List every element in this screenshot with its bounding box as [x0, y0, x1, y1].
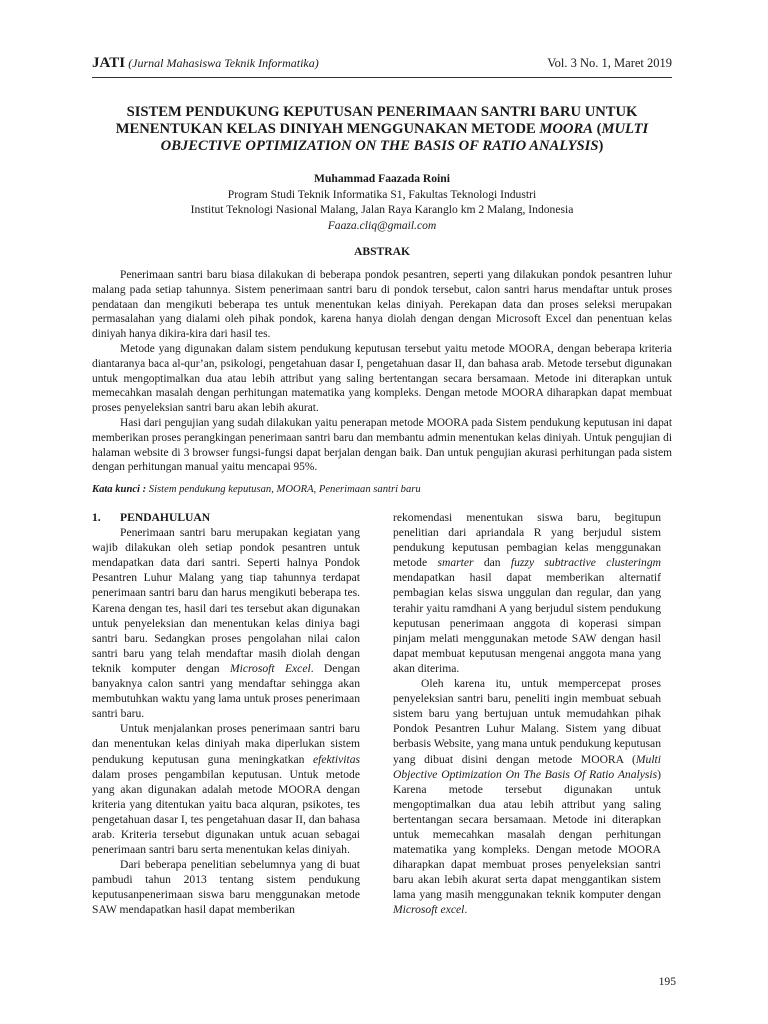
- keywords-text: Sistem pendukung keputusan, MOORA, Penerimaan santri baru: [146, 484, 421, 495]
- body-paragraph: [92, 721, 360, 857]
- paper-title: [92, 104, 672, 155]
- text-run: ) Karena metode tersebut digunakan untuk mengoptimalkan dua atau lebih attribut yang saling bertentangan secara bersamaan. Metode ini diterapkan untuk memecahkan masalah dengan perhitungan matematika yang kompleks. Dengan metode MOORA diharapkan dapat membuat proses penyeleksian santri baru akan lebih akurat serta dapat menggantikan sistem lama yang masih menggunakan teknik komputer dengan: [393, 767, 661, 902]
- author-institution: Institut Teknologi Nasional Malang, Jalan Raya Karanglo km 2 Malang, Indonesia: [190, 203, 574, 217]
- body-paragraph: Dari beberapa penelitian sebelumnya yang di buat pambudi tahun 2013 tentang sistem pendukung keputusanpenerimaan siswa baru menggunakan metode SAW mendapatkan hasil dapat memberikan: [92, 858, 360, 917]
- author-email: Faaza.cliq@gmail.com: [327, 218, 437, 232]
- body-paragraph: [393, 676, 661, 918]
- text-run: . Dengan banyaknya calon santri yang mendaftar sehingga akan membutuhkan waktu yang lama untuk proses penerimaan santri baru.: [92, 661, 360, 721]
- text-run: Untuk menjalankan proses penerimaan santri baru dan menentukan kelas diniyah maka diperlukan sistem pendukung keputusan guna meningkatkan: [92, 722, 360, 766]
- section-number: 1.: [92, 511, 101, 524]
- abstract-body: [92, 268, 672, 475]
- title-line-2-main: MENENTUKAN KELAS DINIYAH MENGGUNAKAN METODE: [115, 121, 540, 137]
- abstract-paragraph: Metode yang digunakan dalam sistem pendukung keputusan tersebut yaitu metode MOORA, dengan beberapa kriteria diantaranya baca al-qur’an, psikologi, pengetahuan dasar I, pengetahuan dasar II, dan bahasa arab. Metode tersebut digunakan untuk mengoptimalkan dua atau lebih attribut yang saling bertentangan secara bersamaan. Metode ini diterapkan untuk memecahkan masalah dengan perhitungan matematika yang kompleks. Dengan metode MOORA diharapkan dapat membuat proses penyeleksian santri baru akan lebih akurat.: [92, 342, 672, 415]
- text-run: Oleh karena itu, untuk mempercepat proses penyeleksian santri baru, peneliti ingin membuat sebuah sistem baru yang bertujuan untuk memudahkan pihak Pondok Pesantren Luhur Malang. Sistem yang dibuat berbasis Website, yang mana untuk pendukung keputusan yang dibuat disini dengan metode MOORA (: [393, 677, 661, 766]
- left-column: [92, 510, 360, 918]
- text-run-italic: Microsoft excel: [393, 903, 465, 917]
- text-run: dan: [473, 556, 511, 570]
- title-close-paren: ): [598, 138, 604, 154]
- author-block: [92, 171, 672, 233]
- text-run: Penerimaan santri baru merupakan kegiatan yang wajib dilakukan oleh setiap pondok pesantren untuk mendapatkan data dari santri. Seperti halnya Pondok Pesantren Luhur Malang yang tiap tahunnya terdapat penerimaan santri baru dan harus mengikuti beberapa tes. Karena dengan tes, hasil dari tes tersebut akan digunakan untuk penyeleksian dan menentukan kelas diniya bagi santri baru. Sedangkan proses pengolahan nilai calon santri baru yang telah mendaftar masih diolah dengan teknik komputer dengan: [92, 526, 360, 675]
- abstract-paragraph: Hasi dari pengujian yang sudah dilakukan yaitu penerapan metode MOORA pada Sistem pendukung keputusan ini dapat memberikan proses perangkingan penerimaan santri baru dan membantu admin menentukan kelas diniyah. Untuk pengujian di halaman website di 3 browser fungsi-fungsi dapat berjalan dengan baik. Dan untuk pengujian akurasi perhitungan pada sistem dengan perhitungan manual yaitu mencapai 95%.: [92, 416, 672, 474]
- journal-full-name: (Jurnal Mahasiswa Teknik Informatika): [128, 56, 319, 70]
- text-run: .: [464, 903, 468, 917]
- abstract-heading: ABSTRAK: [353, 245, 411, 258]
- title-line-3: [92, 138, 672, 155]
- journal-name: [92, 55, 319, 72]
- text-run-italic: fuzzy subtractive clusteringm: [510, 556, 661, 570]
- author-program: Program Studi Teknik Informatika S1, Fakultas Teknologi Industri: [227, 187, 537, 201]
- title-multi: MULTI: [601, 121, 649, 137]
- title-line-2: [92, 121, 672, 138]
- body-paragraph: [393, 510, 661, 676]
- author-name: Muhammad Faazada Roini: [314, 172, 450, 185]
- title-line-3-italic: OBJECTIVE OPTIMIZATION ON THE BASIS OF RATIO ANALYSIS: [160, 138, 599, 154]
- keywords: [92, 484, 672, 495]
- text-run: mendapatkan hasil dapat memberikan alternatif pembagian kelas siswa unggulan dan regular, dan yang terahir yaitu ramdhani A yang berjudul sistem pendukung keputusan penerimaan anggota di koperasi simpan pinjam melati menggunakan metode SAW dengan hasil dapat membuat keputusan mengenai anggota mana yang akan diterima.: [393, 571, 661, 675]
- issue-info: Vol. 3 No. 1, Maret 2019: [547, 56, 672, 70]
- right-column: [393, 510, 661, 918]
- text-run-italic: smarter: [437, 556, 474, 570]
- running-head: [92, 55, 672, 72]
- text-run-italic: Microsoft Excel: [229, 661, 311, 675]
- text-run-italic: efektivitas: [313, 752, 360, 766]
- text-run: rekomendasi menentukan siswa baru, begitupun penelitian dari apriandala R yang berjudul sistem pendukung keputusan pembagian kelas menggunakan metode: [393, 511, 661, 570]
- abstract-paragraph: Penerimaan santri baru biasa dilakukan di beberapa pondok pesantren, seperti yang dilakukan pondok pesantren luhur malang pada setiap tahunnya. Sistem penerimaan santri baru di pondok tersebut, calon santri harus mendaftar untuk proses pendataan dan mengikuti beberapa tes untuk menentukan kelas diniyah. Perekapan data dan proses seleksi merupakan permasalahan yang dialami oleh pihak pondok, karena hanya diolah dengan dengan Microsoft Excel dan penentuan kelas diniyah hanya dikira-kira dari hasil tes.: [92, 269, 672, 341]
- page-number: 195: [658, 975, 676, 988]
- title-line-1: SISTEM PENDUKUNG KEPUTUSAN PENERIMAAN SANTRI BARU UNTUK: [126, 104, 638, 120]
- journal-abbrev: JATI: [92, 55, 126, 71]
- section-heading: [92, 510, 360, 525]
- header-rule: [92, 77, 672, 78]
- body-paragraph: [92, 525, 360, 721]
- text-run-italic: Multi Objective Optimization On The Basis Of Ratio Analysis: [393, 752, 661, 781]
- keywords-label: Kata kunci :: [92, 484, 147, 495]
- section-title: PENDAHULUAN: [120, 511, 211, 524]
- title-paren: (: [592, 121, 602, 137]
- title-method: MOORA: [539, 121, 593, 137]
- text-run: dalam proses pengambilan keputusan. Untuk metode yang akan digunakan adalah metode MOORA dengan kriteria yang ditentukan yaitu baca alquran, psikotes, tes pengetahuan dasar I, tes pengetahuan dasar II, dan bahasa arab. Kriteria tersebut digunakan untuk acuan sebagai penerimaan santri baru serta menentukan kelas diniyah.: [92, 767, 360, 857]
